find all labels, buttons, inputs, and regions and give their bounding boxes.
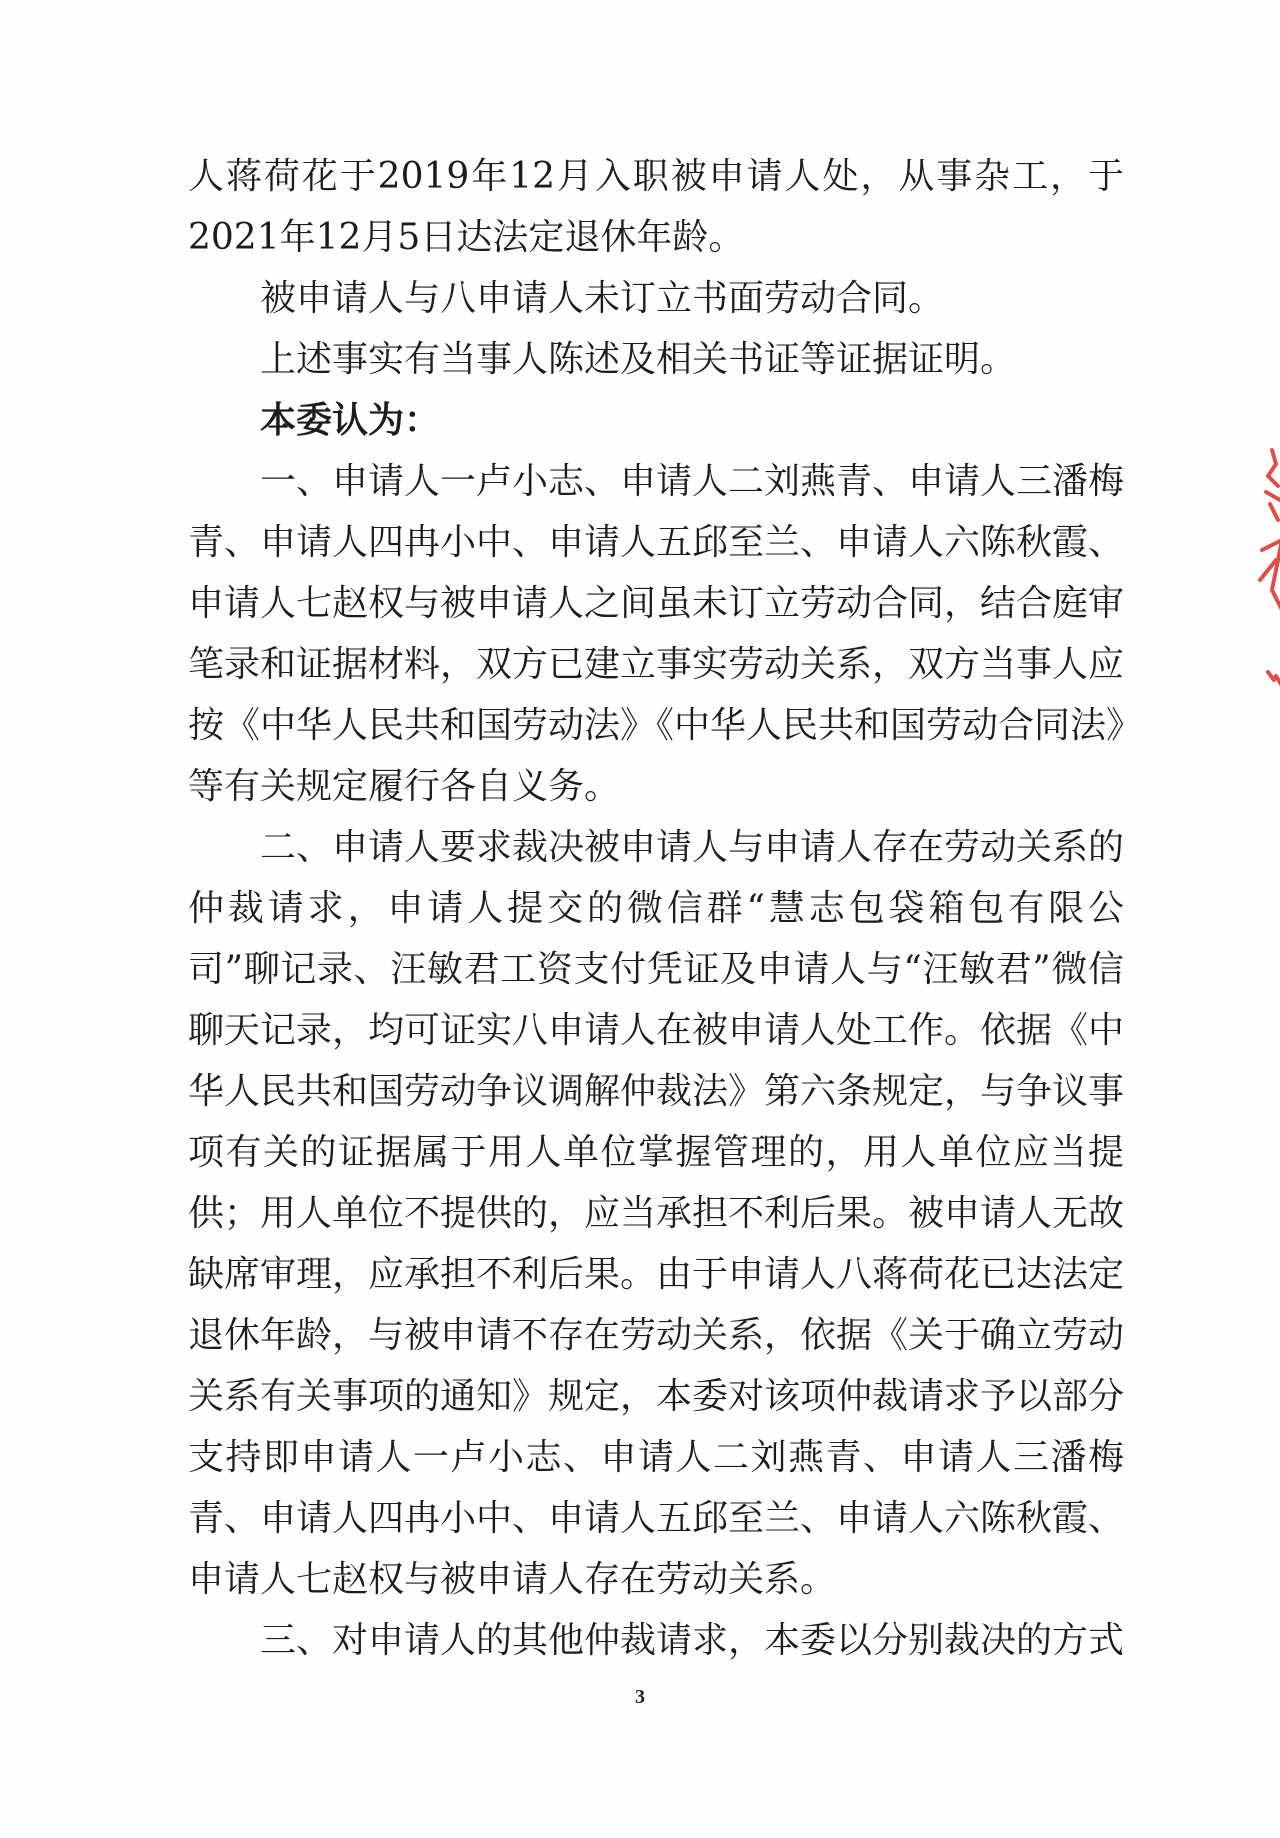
paragraph-item-one: 一、申请人一卢小志、申请人二刘燕青、申请人三潘梅青、申请人四冉小中、申请人五邱至兰、申请人六陈秋霞、申请人七赵权与被申请人之间虽未订立劳动合同，结合庭审笔录和证据材料，双方已建立事实劳动关系，双方当事人应按《中华人民共和国劳动法》《中华人民共和国劳动合同法》等有关规定履行各自义务。 — [188, 461, 1125, 807]
seal-stamp-icon — [1242, 440, 1280, 710]
section-heading-committee-opinion: 本委认为： — [260, 399, 441, 441]
document-body — [188, 146, 1124, 1671]
paragraph-continuation: 人蒋荷花于2019年12月入职被申请人处，从事杂工，于2021年12月5日达法定退休年龄。 — [188, 156, 1124, 258]
paragraph-no-contract: 被申请人与八申请人未订立书面劳动合同。 — [260, 278, 945, 319]
paragraph-item-three: 三、对申请人的其他仲裁请求，本委以分别裁决的方式 — [260, 1620, 1125, 1661]
paragraph-item-two: 二、申请人要求裁决被申请人与申请人存在劳动关系的仲裁请求，申请人提交的微信群“慧志包袋箱包有限公司”聊记录、汪敏君工资支付凭证及申请人与“汪敏君”微信聊天记录，均可证实八申请人在被申请人处工作。依据《中华人民共和国劳动争议调解仲裁法》第六条规定，与争议事项有关的证据属于用人单位掌握管理的，用人单位应当提供；用人单位不提供的，应当承担不利后果。被申请人无故缺席审理，应承担不利后果。由于申请人八蒋荷花已达法定退休年龄，与被申请不存在劳动关系，依据《关于确立劳动关系有关事项的通知》规定，本委对该项仲裁请求予以部分支持即申请人一卢小志、申请人二刘燕青、申请人三潘梅青、申请人四冉小中、申请人五邱至兰、申请人六陈秋霞、申请人七赵权与被申请人存在劳动关系。 — [188, 827, 1125, 1600]
paragraph-evidence: 上述事实有当事人陈述及相关书证等证据证明。 — [260, 339, 1017, 380]
page-number: 3 — [635, 1686, 645, 1708]
